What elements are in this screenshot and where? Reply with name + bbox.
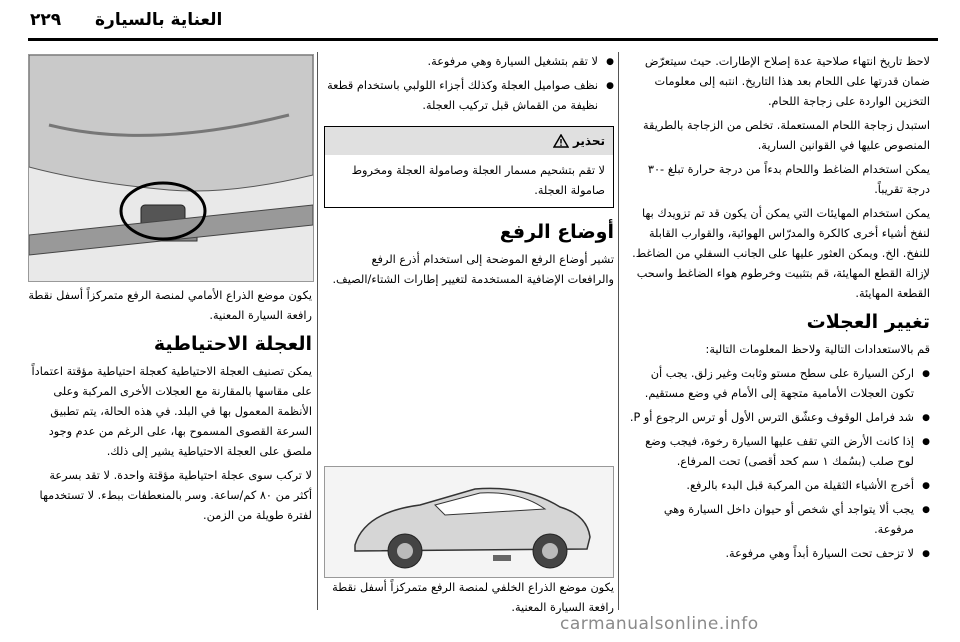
wheel-change-lead: قم بالاستعدادات التالية ولاحظ المعلومات التالية: (705, 343, 930, 356)
lift-points-heading: أوضاع الرفع (499, 221, 614, 243)
list-item: ● اركن السيارة على سطح مستو وثابت وغير زلق. يجب أن تكون العجلات الأمامية متجهة إلى الأمام في وضع مستقيم. (628, 364, 930, 404)
warning-body: لا تقم بتشحيم مسمار العجلة وصامولة العجلة ومخروط صامولة العجلة. (351, 164, 605, 197)
right-column (628, 52, 930, 568)
watermark: carmanualsonline.info (560, 614, 759, 634)
page-header (0, 0, 960, 40)
car-lift-illustration (324, 466, 614, 578)
intro-paragraph: يمكن استخدام المهايئات التي يمكن أن يكون قد تم تزويدك بها لنفخ أشياء أخرى كالكرة والمدرّاس الهوائية، والقوارب القابلة للنفخ. الخ. ويمكن العثور عليها على الجانب السفلي من الضاغط. لإزالة القطع المهايئة، قم بتثبيت وخرطوم هواء الضاغط واسحب القطعة المهايئة. (632, 207, 930, 300)
column-divider (618, 52, 619, 610)
lift-arm-illustration (28, 54, 314, 282)
wheel-change-list (628, 364, 930, 564)
warning-title: تحذير (572, 134, 605, 148)
warning-triangle-icon (553, 134, 569, 148)
column-divider (317, 52, 318, 610)
section-title: العناية بالسيارة (95, 10, 223, 30)
list-item: ● نظف صواميل العجلة وكذلك أجزاء اللولبي باستخدام قطعة نظيفة من القماش قبل تركيب العجلة. (324, 76, 614, 116)
middle-column (324, 52, 614, 294)
lift-points-paragraph: تشير أوضاع الرفع الموضحة إلى استخدام أذرع الرفع والرافعات الإضافية المستخدمة لتغيير إطارات الشتاء/الصيف. (332, 253, 614, 286)
list-item: ● شد فرامل الوقوف وعشّق الترس الأول أو ترس الرجوع أو P. (628, 408, 930, 428)
figure-caption-front: يكون موضع الذراع الأمامي لمنصة الرفع متمركزاً أسفل نقطة رافعة السيارة المعنية. (28, 289, 312, 322)
intro-paragraph: يمكن استخدام الضاغط واللحام بدءاً من درجة حرارة تبلغ -٣٠ درجة تقريباً. (647, 163, 930, 196)
wheel-change-heading: تغيير العجلات (806, 311, 930, 333)
spare-wheel-heading: العجلة الاحتياطية (153, 333, 312, 355)
left-column (28, 286, 312, 530)
intro-paragraph: استبدل زجاجة اللحام المستعملة. تخلص من الزجاجة بالطريقة المنصوص عليها في القوانين السارية. (642, 119, 930, 152)
list-item: ● يجب ألا يتواجد أي شخص أو حيوان داخل السيارة وهي مرفوعة. (628, 500, 930, 540)
warning-header (325, 127, 613, 155)
list-item: ● لا تقم بتشغيل السيارة وهي مرفوعة. (324, 52, 614, 72)
spare-wheel-paragraph: لا تركب سوى عجلة احتياطية مؤقتة واحدة. لا تقد بسرعة أكثر من ٨٠ كم/ساعة. وسر بالمنعطفات ببطء. لا تستخدمها لفترة طويلة من الزمن. (39, 469, 312, 522)
intro-paragraph: لاحظ تاريخ انتهاء صلاحية عدة إصلاح الإطارات. حيث سيتعرّض ضمان قدرتها على اللحام بعد هذا التاريخ. انتبه إلى معلومات التخزين الواردة على زجاجة اللحام. (644, 55, 930, 108)
figure-caption-rear: يكون موضع الذراع الخلفي لمنصة الرفع متمركزاً أسفل نقطة رافعة السيارة المعنية. (332, 581, 614, 614)
page-number: ٢٢٩ (30, 10, 62, 30)
spare-wheel-paragraph: يمكن تصنيف العجلة الاحتياطية كعجلة احتياطية مؤقتة اعتماداً على مقاسها بالمقارنة مع العجلات الأخرى المركبة وعلى الأنظمة المعمول بها في البلد. في هذه الحالة، يتم تطبيق السرعة القصوى المسموح بها، على الرغم من عدم وجود ملصق على العجلة الاحتياطية يشير إلى ذلك. (31, 365, 312, 458)
list-item: ● لا تزحف تحت السيارة أبداً وهي مرفوعة. (628, 544, 930, 564)
warning-box (324, 126, 614, 208)
jack-list (324, 52, 614, 116)
list-item: ● أخرج الأشياء الثقيلة من المركبة قبل البدء بالرفع. (628, 476, 930, 496)
header-rule (28, 38, 938, 41)
list-item: ● إذا كانت الأرض التي تقف عليها السيارة رخوة، فيجب وضع لوح صلب (بسُمك ١ سم كحد أقصى) تحت المرفاع. (628, 432, 930, 472)
